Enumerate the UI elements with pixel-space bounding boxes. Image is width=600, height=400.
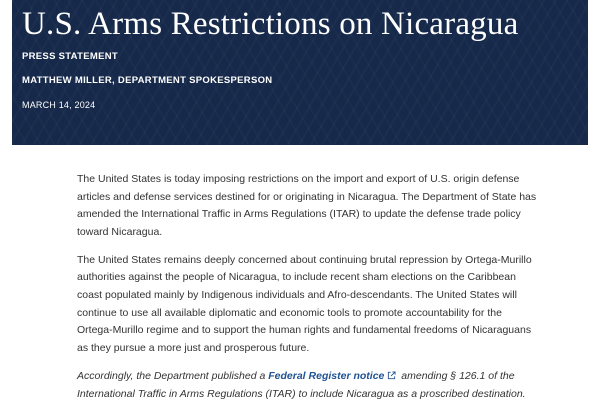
byline: MATTHEW MILLER, DEPARTMENT SPOKESPERSON: [22, 75, 273, 86]
article-body: [77, 171, 537, 400]
page-header-banner: [12, 0, 588, 145]
federal-register-notice-link[interactable]: Federal Register notice: [268, 369, 385, 382]
publish-date: MARCH 14, 2024: [22, 100, 96, 110]
paragraph-3-text-before-link: Accordingly, the Department published a: [77, 369, 269, 382]
paragraph-3-text-after-link: amending § 126.1 of the International Traffic in Arms Regulations (ITAR) to include Nicaragua as a proscribed destination.: [77, 369, 526, 400]
external-link-icon: [387, 369, 396, 378]
page-title: U.S. Arms Restrictions on Nicaragua: [22, 6, 519, 42]
press-statement-label: PRESS STATEMENT: [22, 51, 118, 62]
article-paragraph-2: The United States remains deeply concerned about continuing brutal repression by Ortega-Murillo authorities against the people of Nicaragua, to include recent sham elections on the Caribbean coast populated mainly by Indigenous individuals and Afro-descendants. The United States will continue to use all available diplomatic and economic tools to promote accountability for the Ortega-Murillo regime and to support the human rights and fundamental freedoms of Nicaraguans as they pursue a more just and prosperous future.: [77, 253, 532, 354]
article-paragraph-3: [77, 368, 537, 400]
article-paragraph-1: The United States is today imposing restrictions on the import and export of U.S. origin defense articles and defense services destined for or originating in Nicaragua. The Department of State has amended the International Traffic in Arms Regulations (ITAR) to update the defense trade policy toward Nicaragua.: [77, 173, 537, 238]
